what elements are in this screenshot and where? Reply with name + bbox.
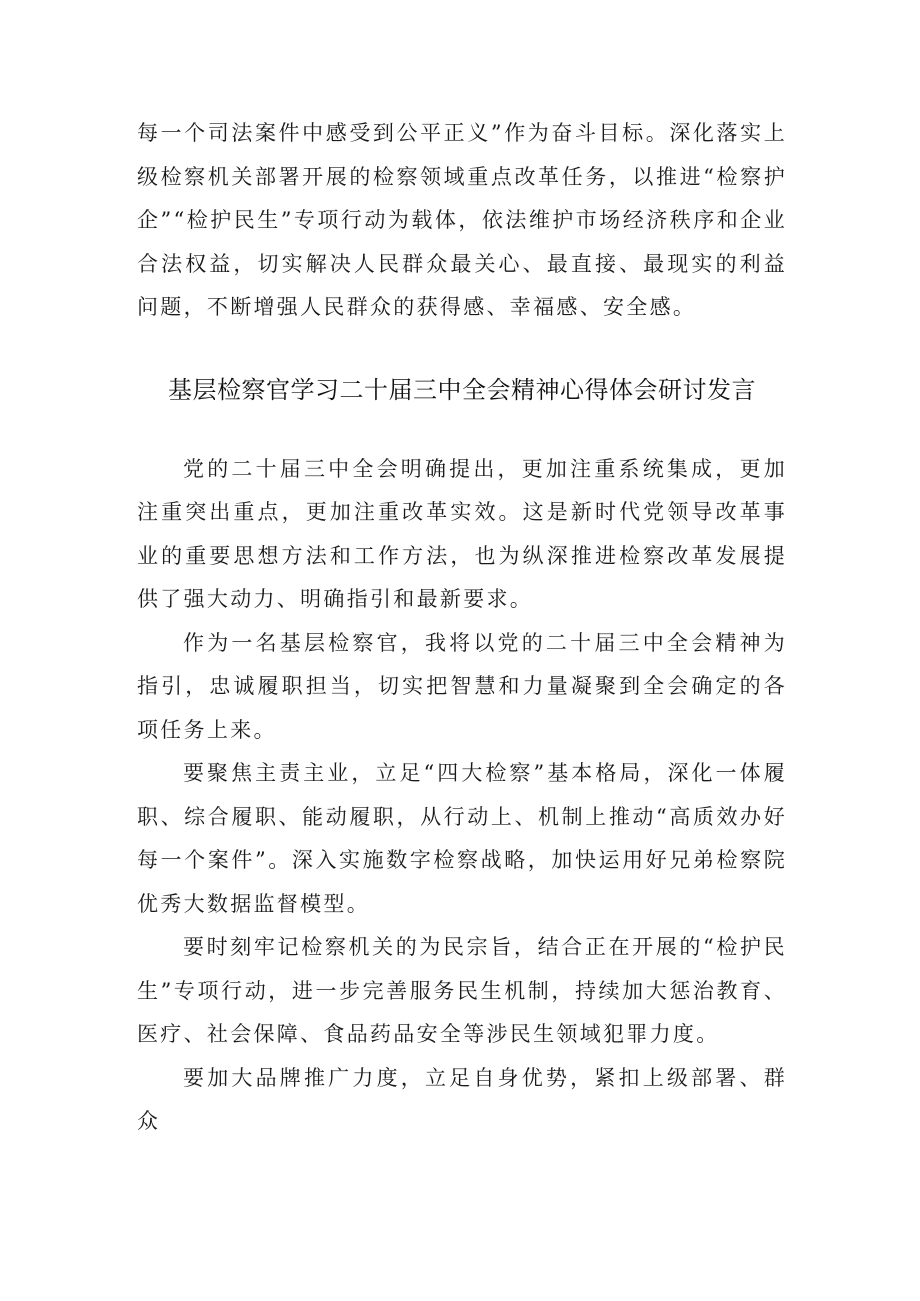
body-paragraph-4: 要时刻牢记检察机关的为民宗旨，结合正在开展的“检护民生”专项行动，进一步完善服务民生机制，持续加大惩治教育、医疗、社会保障、食品药品安全等涉民生领域犯罪力度。 <box>137 935 787 1046</box>
body-paragraph-2: 作为一名基层检察官，我将以党的二十届三中全会精神为指引，忠诚履职担当，切实把智慧和力量凝聚到全会确定的各项任务上来。 <box>137 630 787 742</box>
document-page <box>137 112 787 1144</box>
document-title: 基层检察官学习二十届三中全会精神心得体会研讨发言 <box>168 375 756 404</box>
body-paragraph-1: 党的二十届三中全会明确提出，更加注重系统集成，更加注重突出重点，更加注重改革实效。这是新时代党领导改革事业的重要思想方法和工作方法，也为纵深推进检察改革发展提供了强大动力、明确指引和最新要求。 <box>137 456 787 611</box>
body-paragraph-5: 要加大品牌推广力度，立足自身优势，紧扣上级部署、群众 <box>137 1065 787 1133</box>
body-paragraph-3: 要聚焦主责主业，立足“四大检察”基本格局，深化一体履职、综合履职、能动履职，从行动上、机制上推动“高质效办好每一个案件”。深入实施数字检察战略，加快运用好兄弟检察院优秀大数据监督模型。 <box>137 761 787 916</box>
intro-paragraph: 每一个司法案件中感受到公平正义”作为奋斗目标。深化落实上级检察机关部署开展的检察领域重点改革任务，以推进“检察护企”“检护民生”专项行动为载体，依法维护市场经济秩序和企业合法权益，切实解决人民群众最关心、最直接、最现实的利益问题，不断增强人民群众的获得感、幸福感、安全感。 <box>137 121 787 319</box>
